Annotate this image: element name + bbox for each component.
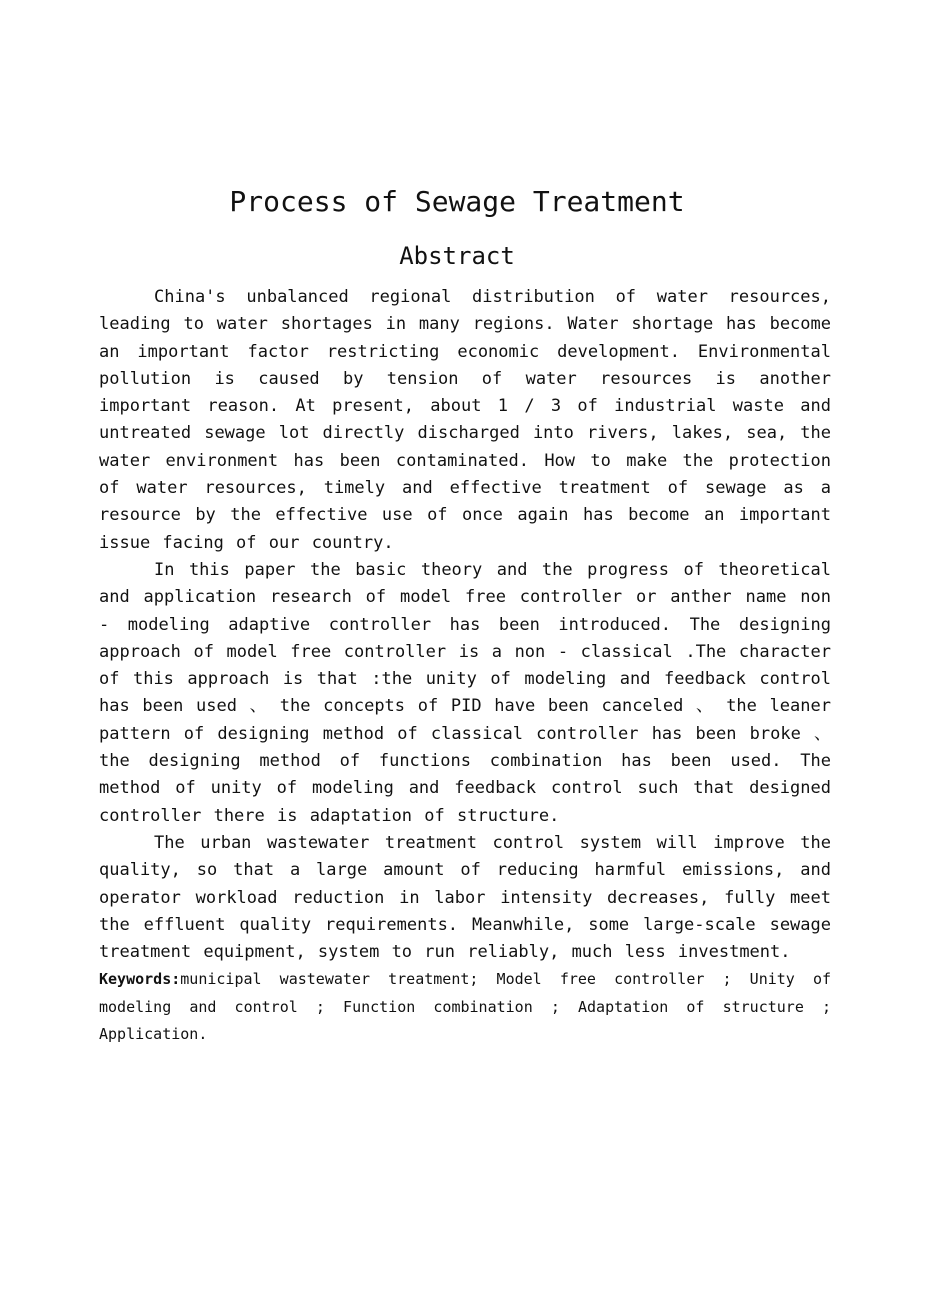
abstract-heading: Abstract	[399, 242, 515, 270]
keywords-line	[99, 966, 831, 1048]
abstract-paragraph-3: The urban wastewater treatment control system will improve the quality, so that a large amount of reducing harmful emissions, and operator workload reduction in labor intensity decreases, fully meet the effluent quality requirements. Meanwhile, some large-scale sewage treatment equipment, system to run reliably, much less investment.	[99, 832, 831, 963]
document-title: Process of Sewage Treatment	[229, 185, 685, 218]
abstract-paragraph-2: In this paper the basic theory and the progress of theoretical and application research of model free controller or anther name non - modeling adaptive controller has been introduced. The designing approach of model free controller is a non - classical .The character of this approach is that :the unity of modeling and feedback control has been used 、 the concepts of PID have been canceled 、 the leaner pattern of designing method of classical controller has been broke 、 the designing method of functions combination has been used. The method of unity of modeling and feedback control such that designed controller there is adaptation of structure.	[99, 559, 831, 826]
keywords-label: Keywords:	[99, 970, 181, 989]
abstract-body	[99, 284, 831, 1048]
keywords-text: municipal wastewater treatment; Model free controller ; Unity of modeling and control ; Function combination ; Adaptation of structure ; Application.	[99, 970, 831, 1044]
abstract-paragraph-1: China's unbalanced regional distribution of water resources, leading to water shortages in many regions. Water shortage has become an important factor restricting economic development. Environmental pollution is caused by tension of water resources is another important reason. At present, about 1 / 3 of industrial waste and untreated sewage lot directly discharged into rivers, lakes, sea, the water environment has been contaminated. How to make the protection of water resources, timely and effective treatment of sewage as a resource by the effective use of once again has become an important issue facing of our country.	[99, 287, 831, 553]
